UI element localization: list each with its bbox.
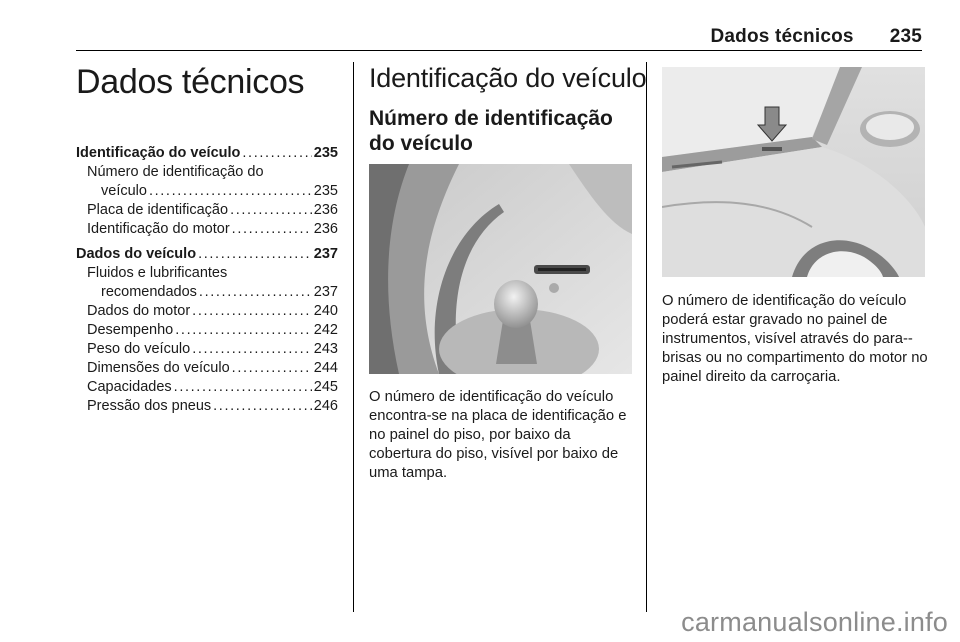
toc-entry-label: Identificação do motor xyxy=(87,221,230,237)
toc-entry[interactable] xyxy=(76,144,338,163)
page-number: 235 xyxy=(889,26,922,47)
toc-dot-leader xyxy=(198,245,312,264)
toc-dot-leader xyxy=(232,359,312,378)
toc-dot-leader xyxy=(175,321,312,340)
toc-entry-page: 240 xyxy=(313,303,338,319)
toc-entry-page: 237 xyxy=(313,246,338,262)
toc-entry[interactable] xyxy=(76,264,338,283)
toc-entry[interactable] xyxy=(76,245,338,264)
toc-entry-page: 235 xyxy=(313,145,338,161)
toc-entry-page: 244 xyxy=(313,360,338,376)
toc-entry-label: Número de identificação do xyxy=(87,164,264,180)
toc-dot-leader xyxy=(230,201,312,220)
toc-entry[interactable] xyxy=(76,302,338,321)
paragraph-vin-floor: O número de identificação do veículo encontra-se na placa de identificação e no painel do piso, por baixo da cobertura do piso, visível por baixo de uma tampa. xyxy=(369,389,627,481)
toc-entry-page: 243 xyxy=(313,341,338,357)
section-subtitle: Número de identificação do veículo xyxy=(369,107,613,155)
toc-entry-page: 242 xyxy=(313,322,338,338)
toc-entry-label: Capacidades xyxy=(87,379,172,395)
toc-entry-page: 236 xyxy=(313,202,338,218)
toc-entry[interactable] xyxy=(76,378,338,397)
toc-entry[interactable] xyxy=(76,397,338,416)
toc-entry[interactable] xyxy=(76,340,338,359)
toc-entry-label: Peso do veículo xyxy=(87,341,191,357)
toc-entry[interactable] xyxy=(76,220,338,239)
toc-entry-label: Dados do motor xyxy=(87,303,191,319)
toc-entry-label: Dados do veículo xyxy=(76,246,197,262)
column-divider-right xyxy=(646,62,647,612)
watermark: carmanualsonline.info xyxy=(681,607,948,637)
toc-dot-leader xyxy=(199,283,312,302)
toc-entry-page: 246 xyxy=(313,398,338,414)
toc-entry-page: 237 xyxy=(313,284,338,300)
paragraph-vin-windshield: O número de identificação do veículo poderá estar gravado no painel de instrumentos, visível através do para--brisas ou no compartimento do motor no painel direito da carroçaria. xyxy=(662,293,928,385)
toc-dot-leader xyxy=(242,144,311,163)
toc-entry[interactable] xyxy=(76,182,338,201)
toc-entry-page: 245 xyxy=(313,379,338,395)
gear-shift-floor-image xyxy=(369,164,632,374)
toc-entry-label: Desempenho xyxy=(87,322,174,338)
toc-dot-leader xyxy=(232,220,312,239)
toc-entry-label: veículo xyxy=(101,183,147,199)
toc-entry-label: Pressão dos pneus xyxy=(87,398,212,414)
header-rule xyxy=(76,50,922,51)
toc-entry[interactable] xyxy=(76,283,338,302)
running-header-title: Dados técnicos xyxy=(710,26,854,47)
toc-entry[interactable] xyxy=(76,163,338,182)
toc-entry-label: Fluidos e lubrificantes xyxy=(87,265,228,281)
section-title: Identificação do veículo xyxy=(369,63,647,93)
toc-entry[interactable] xyxy=(76,359,338,378)
toc-entry[interactable] xyxy=(76,321,338,340)
toc-entry-label: recomendados xyxy=(101,284,197,300)
chapter-title: Dados técnicos xyxy=(76,63,305,101)
table-of-contents xyxy=(76,144,338,416)
toc-dot-leader xyxy=(149,182,312,201)
vin-windshield-illustration xyxy=(662,67,925,277)
vin-floor-illustration xyxy=(369,164,632,374)
toc-dot-leader xyxy=(192,302,312,321)
toc-dot-leader xyxy=(174,378,312,397)
toc-entry-label: Identificação do veículo xyxy=(76,145,241,161)
running-header xyxy=(710,26,922,48)
toc-entry[interactable] xyxy=(76,201,338,220)
toc-entry-label: Dimensões do veículo xyxy=(87,360,230,376)
column-divider-left xyxy=(353,62,354,612)
toc-entry-label: Placa de identificação xyxy=(87,202,229,218)
car-windshield-image xyxy=(662,67,925,277)
toc-dot-leader xyxy=(192,340,312,359)
toc-dot-leader xyxy=(213,397,312,416)
toc-entry-page: 235 xyxy=(313,183,338,199)
toc-entry-page: 236 xyxy=(313,221,338,237)
